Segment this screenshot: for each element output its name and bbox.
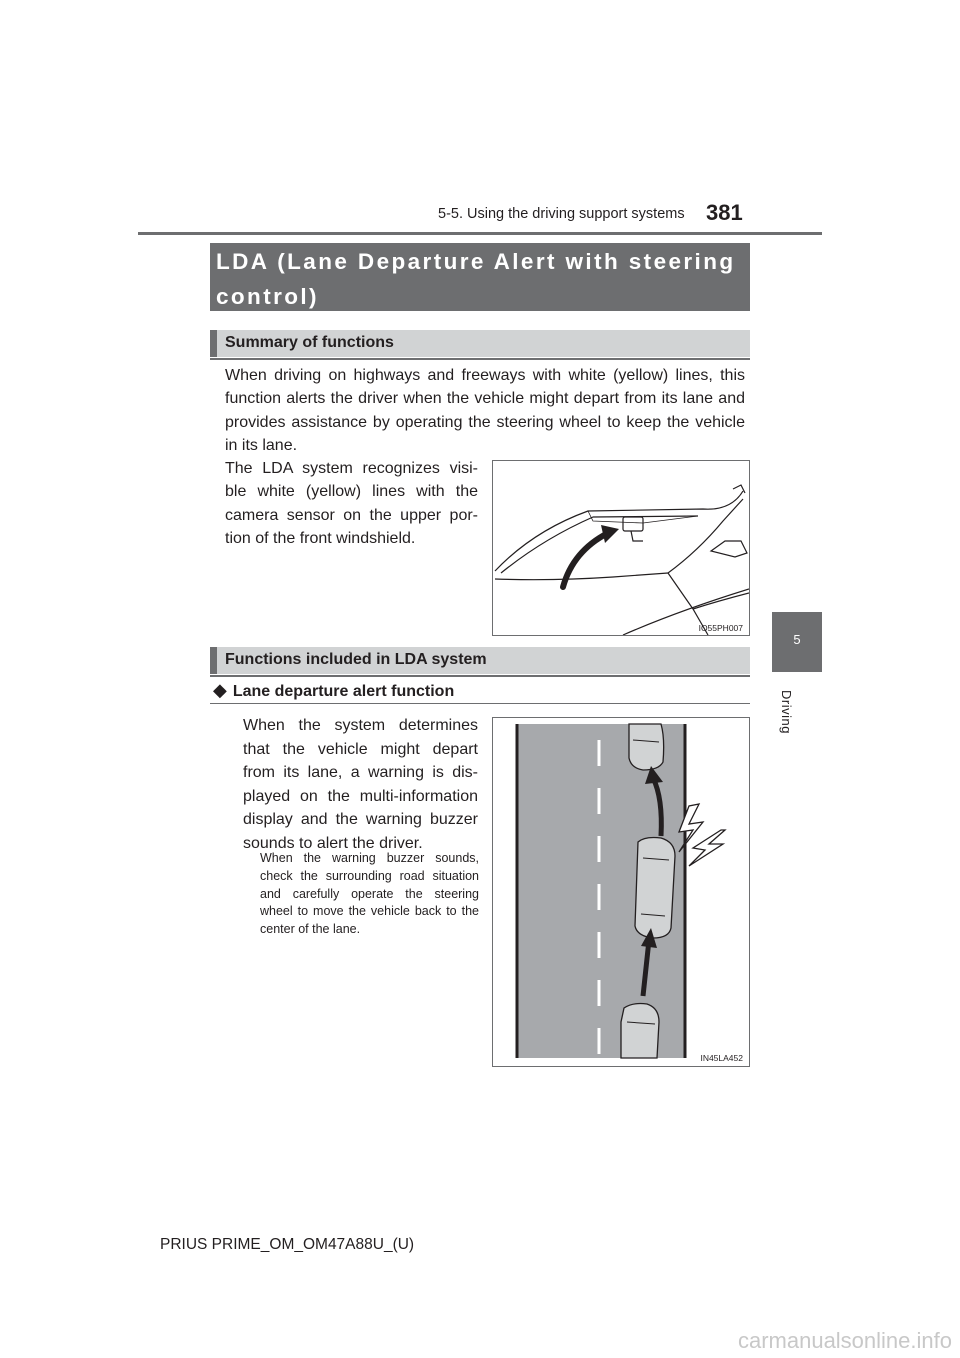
summary-heading-box: [210, 330, 750, 357]
diamond-bullet-icon: ◆: [213, 680, 227, 700]
windshield-illustration: [493, 461, 749, 635]
summary-heading: Summary of functions: [225, 334, 394, 351]
functions-paragraph: When the system determines that the vehicle might depart from its lane, a warning is dis-played on the multi-information display and the warning buzzer sounds to alert the driver.: [243, 717, 478, 852]
page-number: 381: [706, 200, 743, 225]
watermark: carmanualsonline.info: [737, 1328, 952, 1353]
section-title: 5-5. Using the driving support systems: [438, 206, 685, 222]
functions-note: When the warning buzzer sounds, check the surrounding road situation and carefully operate the steering wheel to move the vehicle back to the center of the lane.: [260, 851, 479, 937]
functions-heading-box: [210, 647, 750, 674]
windshield-camera-figure: [492, 460, 750, 636]
lane-departure-alert-label: Lane departure alert function: [232, 683, 455, 700]
figure-code-lane: IN45LA452: [700, 1053, 743, 1063]
chapter-title-line2: control): [216, 284, 319, 309]
chapter-title-line1: LDA (Lane Departure Alert with steering: [216, 249, 736, 274]
chapter-side-tab: [772, 612, 822, 672]
functions-heading: Functions included in LDA system: [225, 651, 487, 668]
chapter-title-box: [210, 243, 750, 311]
lane-departure-figure: [492, 717, 750, 1067]
lane-departure-alert-heading: [213, 680, 454, 701]
summary-paragraph: When driving on highways and freeways with white (yellow) lines, this function alerts the driver when the vehicle might depart from its lane and provides assistance by operating the steering wheel to keep the vehicle in its lane.: [225, 367, 745, 454]
camera-paragraph: The LDA system recognizes visi-ble white (yellow) lines with the camera sensor on the upper por-tion of the front windshield.: [225, 460, 478, 547]
chapter-number: 5: [793, 632, 801, 647]
bullet-rule: [210, 703, 750, 704]
lane-departure-illustration: [493, 718, 749, 1066]
header-rule: [138, 232, 822, 235]
footer-model-code: PRIUS PRIME_OM_OM47A88U_(U): [160, 1236, 415, 1253]
figure-code-windshield: IO55PH007: [698, 623, 743, 633]
chapter-label: Driving: [779, 690, 794, 734]
